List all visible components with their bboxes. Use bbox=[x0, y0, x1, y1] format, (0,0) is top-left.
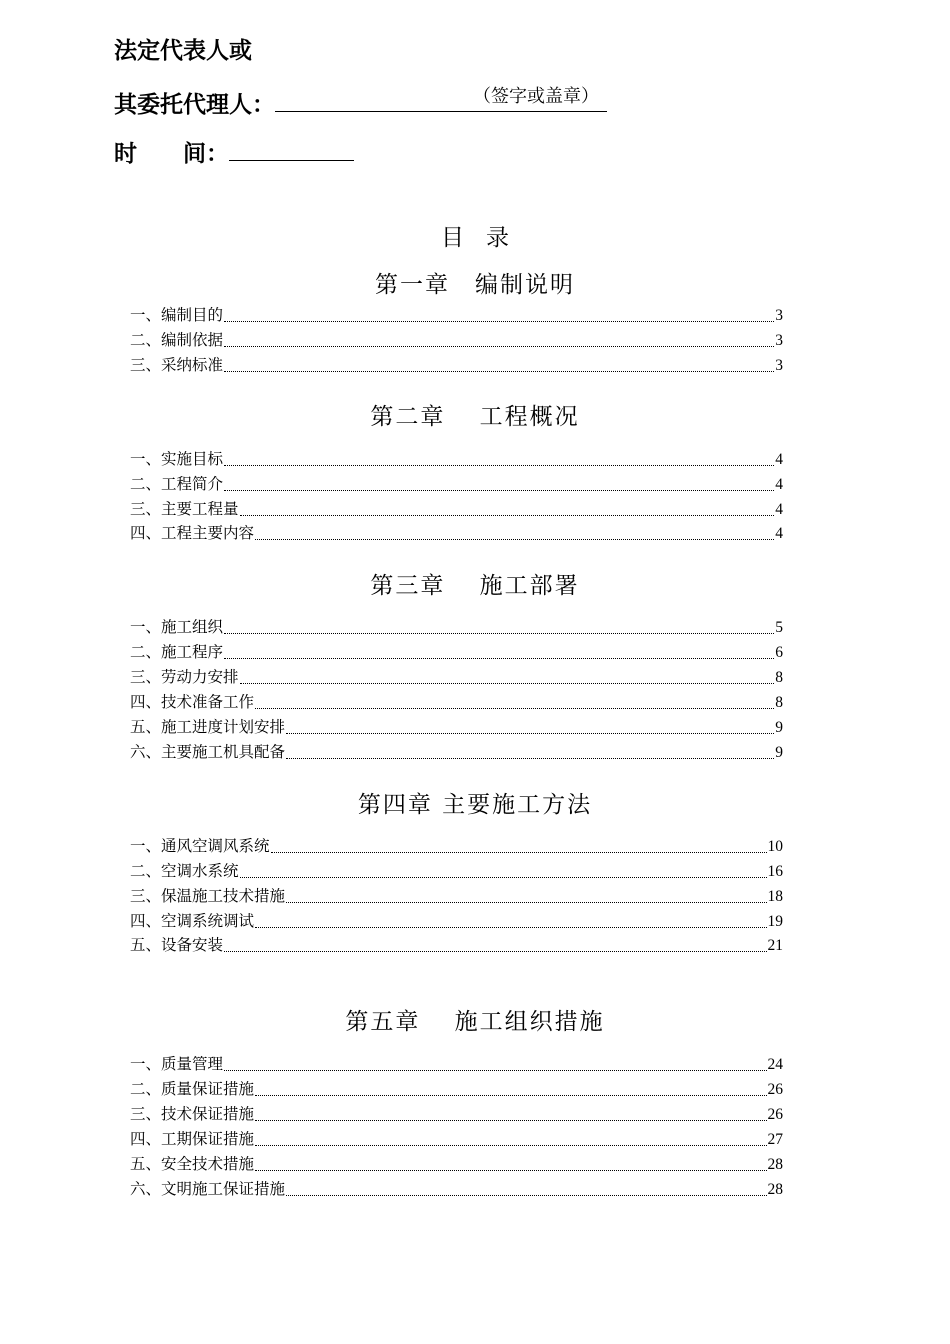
toc-entry[interactable] bbox=[130, 935, 783, 957]
dot-leader bbox=[255, 539, 774, 540]
toc-entry[interactable] bbox=[130, 667, 783, 689]
toc-entry-text: 二、施工程序 bbox=[130, 644, 224, 661]
toc-entry[interactable] bbox=[130, 692, 783, 714]
toc-entry-page: 4 bbox=[775, 525, 783, 542]
date-row bbox=[114, 136, 354, 169]
toc-entry[interactable] bbox=[130, 617, 783, 639]
toc-entry-text: 六、文明施工保证措施 bbox=[130, 1181, 286, 1198]
toc-entry[interactable] bbox=[130, 499, 783, 521]
toc-entry-text: 六、主要施工机具配备 bbox=[130, 744, 286, 761]
toc-entry-text: 四、技术准备工作 bbox=[130, 694, 255, 711]
toc-entry[interactable] bbox=[130, 1079, 783, 1101]
toc-entry[interactable] bbox=[130, 742, 783, 764]
dot-leader bbox=[240, 683, 775, 684]
toc-entry-text: 二、工程简介 bbox=[130, 476, 224, 493]
toc-entry-text: 一、质量管理 bbox=[130, 1056, 224, 1073]
toc-entry-page: 3 bbox=[775, 332, 783, 349]
toc-entry-page: 26 bbox=[767, 1106, 783, 1123]
dot-leader bbox=[224, 490, 774, 491]
toc-entry-text: 一、实施目标 bbox=[130, 451, 224, 468]
date-label: 时 间： bbox=[114, 141, 229, 167]
agent-label: 其委托代理人： bbox=[114, 92, 275, 118]
toc-entry-page: 6 bbox=[775, 644, 783, 661]
toc-entry[interactable] bbox=[130, 717, 783, 739]
dot-leader bbox=[224, 951, 766, 952]
toc-entry-text: 一、施工组织 bbox=[130, 619, 224, 636]
toc-entry-text: 五、安全技术措施 bbox=[130, 1156, 255, 1173]
date-blank-line bbox=[229, 136, 354, 161]
toc-entry[interactable] bbox=[130, 523, 783, 545]
chapter-3-title: 第三章 施工部署 bbox=[370, 573, 580, 599]
toc-title: 目录 bbox=[441, 225, 531, 251]
toc-entry-text: 三、保温施工技术措施 bbox=[130, 888, 286, 905]
chapter-5-title: 第五章 施工组织措施 bbox=[345, 1009, 605, 1035]
toc-entry-text: 二、编制依据 bbox=[130, 332, 224, 349]
chapter-1-title: 第一章 编制说明 bbox=[375, 272, 575, 298]
toc-entry-text: 三、技术保证措施 bbox=[130, 1106, 255, 1123]
toc-entry-page: 9 bbox=[775, 744, 783, 761]
dot-leader bbox=[255, 1095, 766, 1096]
toc-entry-page: 19 bbox=[767, 913, 783, 930]
toc-entry-page: 3 bbox=[775, 307, 783, 324]
toc-entry-page: 21 bbox=[767, 937, 783, 954]
toc-entry-page: 18 bbox=[767, 888, 783, 905]
chapter-2-title: 第二章 工程概况 bbox=[370, 404, 580, 430]
dot-leader bbox=[224, 1070, 766, 1071]
toc-entry[interactable] bbox=[130, 642, 783, 664]
toc-entry-text: 一、通风空调风系统 bbox=[130, 838, 270, 855]
toc-entry-page: 26 bbox=[767, 1081, 783, 1098]
representative-label: 法定代表人或 bbox=[114, 38, 252, 64]
toc-entry-page: 3 bbox=[775, 357, 783, 374]
dot-leader bbox=[255, 708, 774, 709]
chapter-4-title: 第四章 主要施工方法 bbox=[357, 792, 593, 818]
toc-entry[interactable] bbox=[130, 1179, 783, 1201]
toc-entry[interactable] bbox=[130, 1104, 783, 1126]
dot-leader bbox=[224, 633, 774, 634]
dot-leader bbox=[255, 1170, 766, 1171]
toc-entry[interactable] bbox=[130, 1054, 783, 1076]
toc-entry[interactable] bbox=[130, 886, 783, 908]
toc-entry-page: 4 bbox=[775, 501, 783, 518]
dot-leader bbox=[255, 927, 766, 928]
toc-entry-page: 8 bbox=[775, 669, 783, 686]
toc-entry-page: 8 bbox=[775, 694, 783, 711]
toc-entry-text: 五、设备安装 bbox=[130, 937, 224, 954]
toc-entry-page: 10 bbox=[767, 838, 783, 855]
toc-entry[interactable] bbox=[130, 355, 783, 377]
toc-entry-page: 9 bbox=[775, 719, 783, 736]
dot-leader bbox=[286, 902, 766, 903]
signature-note: （签字或盖章） bbox=[473, 86, 599, 107]
agent-signature-row bbox=[114, 87, 607, 120]
toc-entry-text: 二、空调水系统 bbox=[130, 863, 239, 880]
dot-leader bbox=[224, 346, 774, 347]
dot-leader bbox=[224, 658, 774, 659]
dot-leader bbox=[255, 1145, 766, 1146]
toc-entry-page: 4 bbox=[775, 476, 783, 493]
dot-leader bbox=[271, 852, 767, 853]
toc-entry[interactable] bbox=[130, 449, 783, 471]
dot-leader bbox=[255, 1120, 766, 1121]
toc-entry-page: 28 bbox=[767, 1181, 783, 1198]
toc-entry-text: 一、编制目的 bbox=[130, 307, 224, 324]
dot-leader bbox=[240, 515, 775, 516]
toc-entry-page: 28 bbox=[767, 1156, 783, 1173]
toc-entry[interactable] bbox=[130, 305, 783, 327]
toc-entry-text: 三、主要工程量 bbox=[130, 501, 239, 518]
dot-leader bbox=[286, 758, 774, 759]
dot-leader bbox=[224, 465, 774, 466]
toc-entry-text: 二、质量保证措施 bbox=[130, 1081, 255, 1098]
toc-entry[interactable] bbox=[130, 1129, 783, 1151]
toc-entry-text: 五、施工进度计划安排 bbox=[130, 719, 286, 736]
toc-entry-text: 四、工程主要内容 bbox=[130, 525, 255, 542]
toc-entry[interactable] bbox=[130, 330, 783, 352]
toc-entry-text: 三、采纳标准 bbox=[130, 357, 224, 374]
toc-entry[interactable] bbox=[130, 1154, 783, 1176]
toc-entry-page: 24 bbox=[767, 1056, 783, 1073]
toc-entry[interactable] bbox=[130, 474, 783, 496]
toc-entry[interactable] bbox=[130, 861, 783, 883]
dot-leader bbox=[224, 321, 774, 322]
toc-entry-page: 27 bbox=[767, 1131, 783, 1148]
toc-entry-page: 16 bbox=[767, 863, 783, 880]
dot-leader bbox=[286, 733, 774, 734]
toc-entry-text: 三、劳动力安排 bbox=[130, 669, 239, 686]
dot-leader bbox=[240, 877, 767, 878]
toc-entry-page: 4 bbox=[775, 451, 783, 468]
toc-entry[interactable] bbox=[130, 911, 783, 933]
toc-entry[interactable] bbox=[130, 836, 783, 858]
dot-leader bbox=[286, 1195, 766, 1196]
signature-blank-line bbox=[275, 87, 607, 112]
dot-leader bbox=[224, 371, 774, 372]
toc-entry-text: 四、工期保证措施 bbox=[130, 1131, 255, 1148]
toc-entry-page: 5 bbox=[775, 619, 783, 636]
toc-entry-text: 四、空调系统调试 bbox=[130, 913, 255, 930]
